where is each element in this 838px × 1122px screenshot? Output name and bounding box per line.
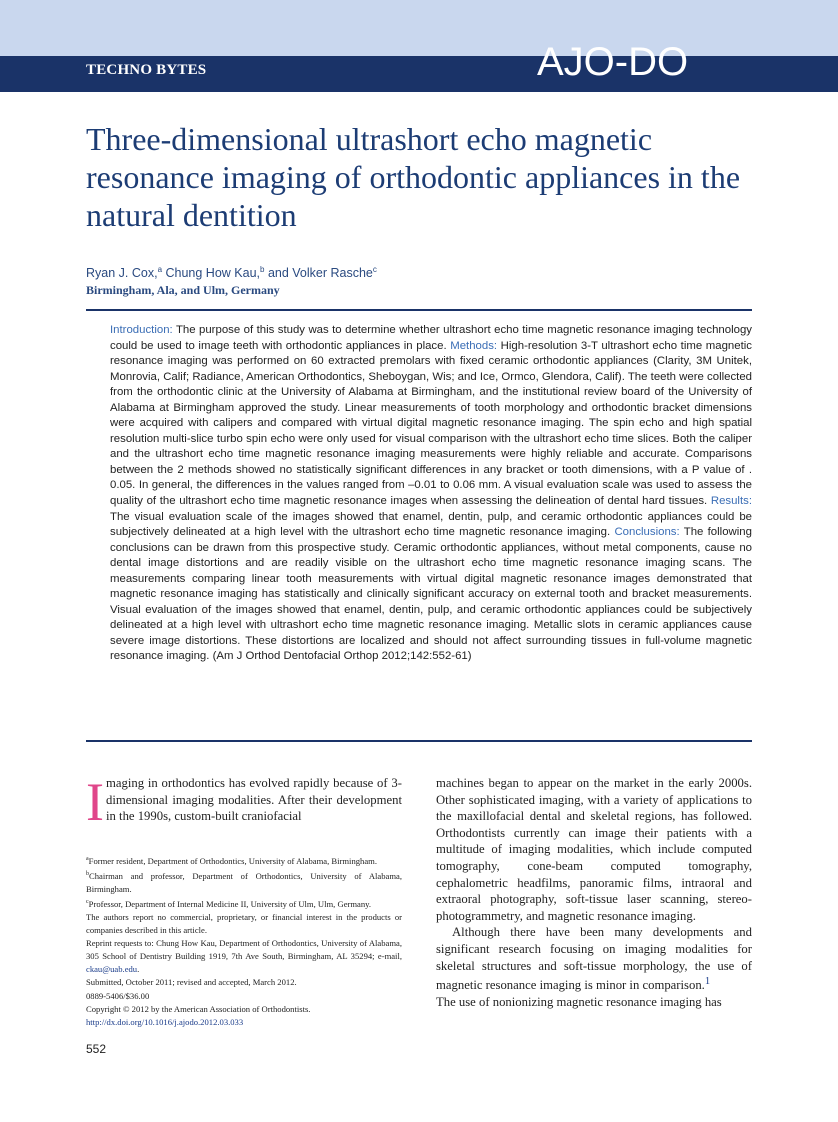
abstract [110, 323, 752, 665]
footnote-issn: 0889-5406/$36.00 [86, 990, 150, 1001]
author-affil-marker: c [372, 265, 377, 274]
abstract-conclusions-text: The following conclusions can be drawn from this prospective study. Ceramic orthodontic appliances, without metal components, cause no dental image distortions and are readily visible on the ultrashort echo time magnetic resonance imaging scans. The measurements comparing linear tooth measurements with virtual digital magnetic resonance images demonstrated that magnetic resonance imaging has statistically and clinically significant accuracy on external tooth and bracket measurements. Visual evaluation of the images showed that enamel, dentin, pulp, and ceramic orthodontic appliances could be subjectively delineated at a high level with ultrashort echo time magnetic resonance imaging. Metallic slots in ceramic appliances cause severe image distortions. These distortions are localized and should not affect surrounding tissues in full-volume magnetic resonance imaging. [110, 526, 752, 663]
body-column-left [86, 772, 402, 832]
header-top-band [0, 0, 838, 56]
author-affil-marker: a [157, 265, 163, 274]
footnote-a: $^a$Former resident, Department of Orthodontics, University of Alabama, Birmingham. [86, 855, 377, 866]
abstract-methods-heading: Methods: [450, 339, 498, 352]
journal-logo: AJO-DO [537, 40, 689, 84]
abstract-results-heading: Results: [710, 495, 752, 508]
abstract-intro-heading: Introduction: [110, 324, 173, 336]
author-name: and Volker Rasche [267, 266, 373, 281]
footnotes [86, 853, 402, 1029]
abstract-methods-text: High-resolution 3-T ultrashort echo time magnetic resonance imaging was performed on 60 extracted premolars with fixed ceramic orthodontic appliances (Clarity, 3M Unitek, Monrovia, Calif; Radiance, American Orthodontics, Sheboygan, Wis; and Ice, Ormco, Glendora, Calif). The teeth were collected from the orthodontic clinic at the University of Alabama at Birmingham, and the institutional review board of the University of Alabama at Birmingham approved the study. Linear measurements of tooth morphology and orthodontic bracket dimensions were acquired with calipers and compared with virtual digital magnetic resonance imaging. The spin echo and high spatial resolution multi-slice turbo spin echo were only used for visual comparison with the ultrashort echo time slices. Both the caliper and the ultrashort echo time magnetic resonance imaging measurements were highly reliable and accurate. Comparisons between the 2 methods showed no statistically significant differences in any bracket or tooth dimensions, with a P value of . 0.05. In general, the differences in the values ranged from –0.01 to 0.06 mm. A visual evaluation scale was used to assess the quality of the ultrashort echo time magnetic resonance images when assessing the delineation of dental hard tissues. [110, 339, 752, 508]
footnote-disclosure: The authors report no commercial, proprietary, or financial interest in the products or companies described in this article. [86, 911, 402, 936]
footnote-c: $^c$Professor, Department of Internal Medicine II, University of Ulm, Ulm, Germany. [86, 898, 372, 909]
author-name: Chung How Kau, [165, 266, 261, 281]
abstract-intro-text: The purpose of this study was to determine whether ultrashort echo time magnetic resonance imaging technology could be used to image teeth with orthodontic appliances in place. [110, 324, 752, 352]
footnote-submitted: Submitted, October 2011; revised and accepted, March 2012. [86, 977, 297, 988]
article-title: Three-dimensional ultrashort echo magnetic resonance imaging of orthodontic appliances in the natural dentition [86, 121, 741, 233]
body-paragraph: The use of nonionizing magnetic resonance imaging has [436, 994, 722, 1009]
footnote-reprint: Reprint requests to: Chung How Kau, Department of Orthodontics, University of Alabama, 305 School of Dentistry Building 1919, 7th Ave South, Birmingham, AL 35294; e-mail, ckau@uab.edu. [86, 938, 402, 975]
abstract-top-rule [86, 309, 752, 311]
abstract-citation: (Am J Orthod Dentofacial Orthop 2012;142:552-61) [212, 650, 472, 663]
author-list [86, 265, 377, 280]
author-name: Ryan J. Cox, [86, 266, 158, 281]
abstract-conclusions-heading: Conclusions: [614, 526, 680, 539]
body-paragraph: machines began to appear on the market in the early 2000s. Other sophisticated imaging, with a variety of applications to the maxillofacial dental and skeletal regions, has followed. Orthodontists currently can image their patients with a multitude of imaging modalities, which include computed tomography, cone-beam computed tomography, cephalometric headfilms, panoramic films, intraoral and extraoral photography, soft-tissue laser scanning, stereo-photogrammetry, and magnetic resonance imaging. [436, 776, 752, 923]
footnote-copyright: Copyright © 2012 by the American Association of Orthodontists. [86, 1003, 311, 1014]
body-column-right [436, 775, 752, 1011]
drop-cap: I [86, 772, 104, 832]
page-number: 552 [86, 1042, 107, 1056]
affiliation: Birmingham, Ala, and Ulm, Germany [86, 283, 280, 297]
reference-marker[interactable]: 1 [704, 976, 711, 988]
footnote-b: $^b$Chairman and professor, Department of Orthodontics, University of Alabama, Birmingham. [86, 870, 402, 894]
doi-link[interactable]: http://dx.doi.org/10.1016/j.ajodo.2012.03.033 [86, 1016, 244, 1027]
section-label: TECHNO BYTES [86, 62, 207, 78]
email-link[interactable]: ckau@uab.edu [86, 964, 138, 975]
body-paragraph: maging in orthodontics has evolved rapidly because of 3-dimensional imaging modalities. After their development in the 1990s, custom-built craniofacial [106, 776, 402, 824]
abstract-bottom-rule [86, 740, 752, 742]
body-paragraph: Although there have been many developments and significant research focusing on imaging modalities for skeletal structures and soft-tissue morphology, the use of magnetic resonance imaging is minor in comparison.$^1$ [436, 925, 752, 993]
abstract-results-text: The visual evaluation scale of the images showed that enamel, dentin, pulp, and ceramic orthodontic appliances could be subjectively delineated at a high level with the ultrashort echo time magnetic resonance imaging. [110, 510, 752, 539]
author-affil-marker: b [260, 265, 265, 274]
